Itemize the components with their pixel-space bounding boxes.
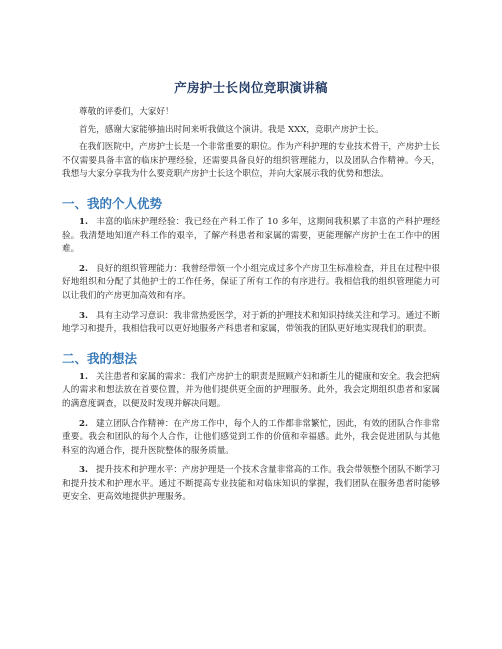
item-text: 丰富的临床护理经验：我已经在产科工作了 10 多年，这期间我积累了丰富的产科护理经验。我清楚地知道产科工作的艰辛，了解产科患者和家属的需要，更能理解产房护士在工作中的困难。: [62, 216, 440, 255]
intro-paragraph-2: 在我们医院中，产房护士长是一个非常重要的职位。作为产科护理的专业技术骨干，产房护士长不仅需要具备丰富的临床护理经验，还需要具备良好的组织管理能力，以及团队合作精神。今天，我想与大家分享我为什么要竞职产房护士长这个职位，并向大家展示我的优势和想法。: [62, 142, 440, 180]
item-text: 建立团队合作精神：在产房工作中，每个人的工作都非常繁忙，因此，有效的团队合作非常重要。我会和团队的每个人合作，让他们感觉到工作的价值和幸福感。此外，我会促进团队与其他科室的沟通合作，提升医院整体的服务质量。: [62, 418, 440, 456]
greeting-paragraph: 尊敬的评委们，大家好！: [79, 107, 174, 117]
list-item: [62, 464, 440, 505]
item-number: 2.: [79, 418, 88, 429]
item-text: 提升技术和护理水平：产房护理是一个技术含量非常高的工作。我会带领整个团队不断学习和提升技术和护理水平。通过不断提高专业技能和对临床知识的掌握，我们团队在服务患者时能够更安全、更高效地提供护理服务。: [62, 465, 440, 503]
item-number: 3.: [79, 310, 88, 321]
item-number: 1.: [79, 216, 88, 227]
document-title: 产房护士长岗位竞职演讲稿: [174, 80, 328, 95]
item-text: 良好的组织管理能力：我曾经带领一个小组完成过多个产房卫生标准检查，并且在过程中很好地组织和分配了其他护士的工作任务，保证了所有工作的有序进行。我相信我的组织管理能力可以让我们的产房更加高效和有序。: [62, 263, 440, 301]
list-item: [62, 216, 440, 257]
section-heading-advantages: 一、我的个人优势: [62, 195, 163, 211]
list-item: [62, 310, 440, 337]
section-heading-ideas: 二、我的想法: [62, 350, 138, 366]
item-text: 具有主动学习意识：我非常热爱医学，对于新的护理技术和知识持续关注和学习。通过不断地学习和提升，我相信我可以更好地服务产科患者和家属，带领我的团队更好地实现我们的职责。: [62, 310, 440, 335]
item-number: 1.: [79, 371, 88, 382]
list-item: [62, 371, 440, 412]
item-number: 2.: [79, 263, 88, 274]
intro-paragraph: 首先，感谢大家能够抽出时间来听我做这个演讲。我是 XXX，竞职产房护士长。: [79, 124, 384, 135]
item-number: 3.: [79, 465, 88, 476]
list-item: [62, 263, 440, 304]
list-item: [62, 418, 440, 459]
item-text: 关注患者和家属的需求：我们产房护士的职责是照顾产妇和新生儿的健康和安全。我会把病人的需求和想法放在首要位置，并为他们提供更全面的护理服务。此外，我会定期组织患者和家属的满意度调查，以便及时发现并解决问题。: [62, 371, 440, 409]
